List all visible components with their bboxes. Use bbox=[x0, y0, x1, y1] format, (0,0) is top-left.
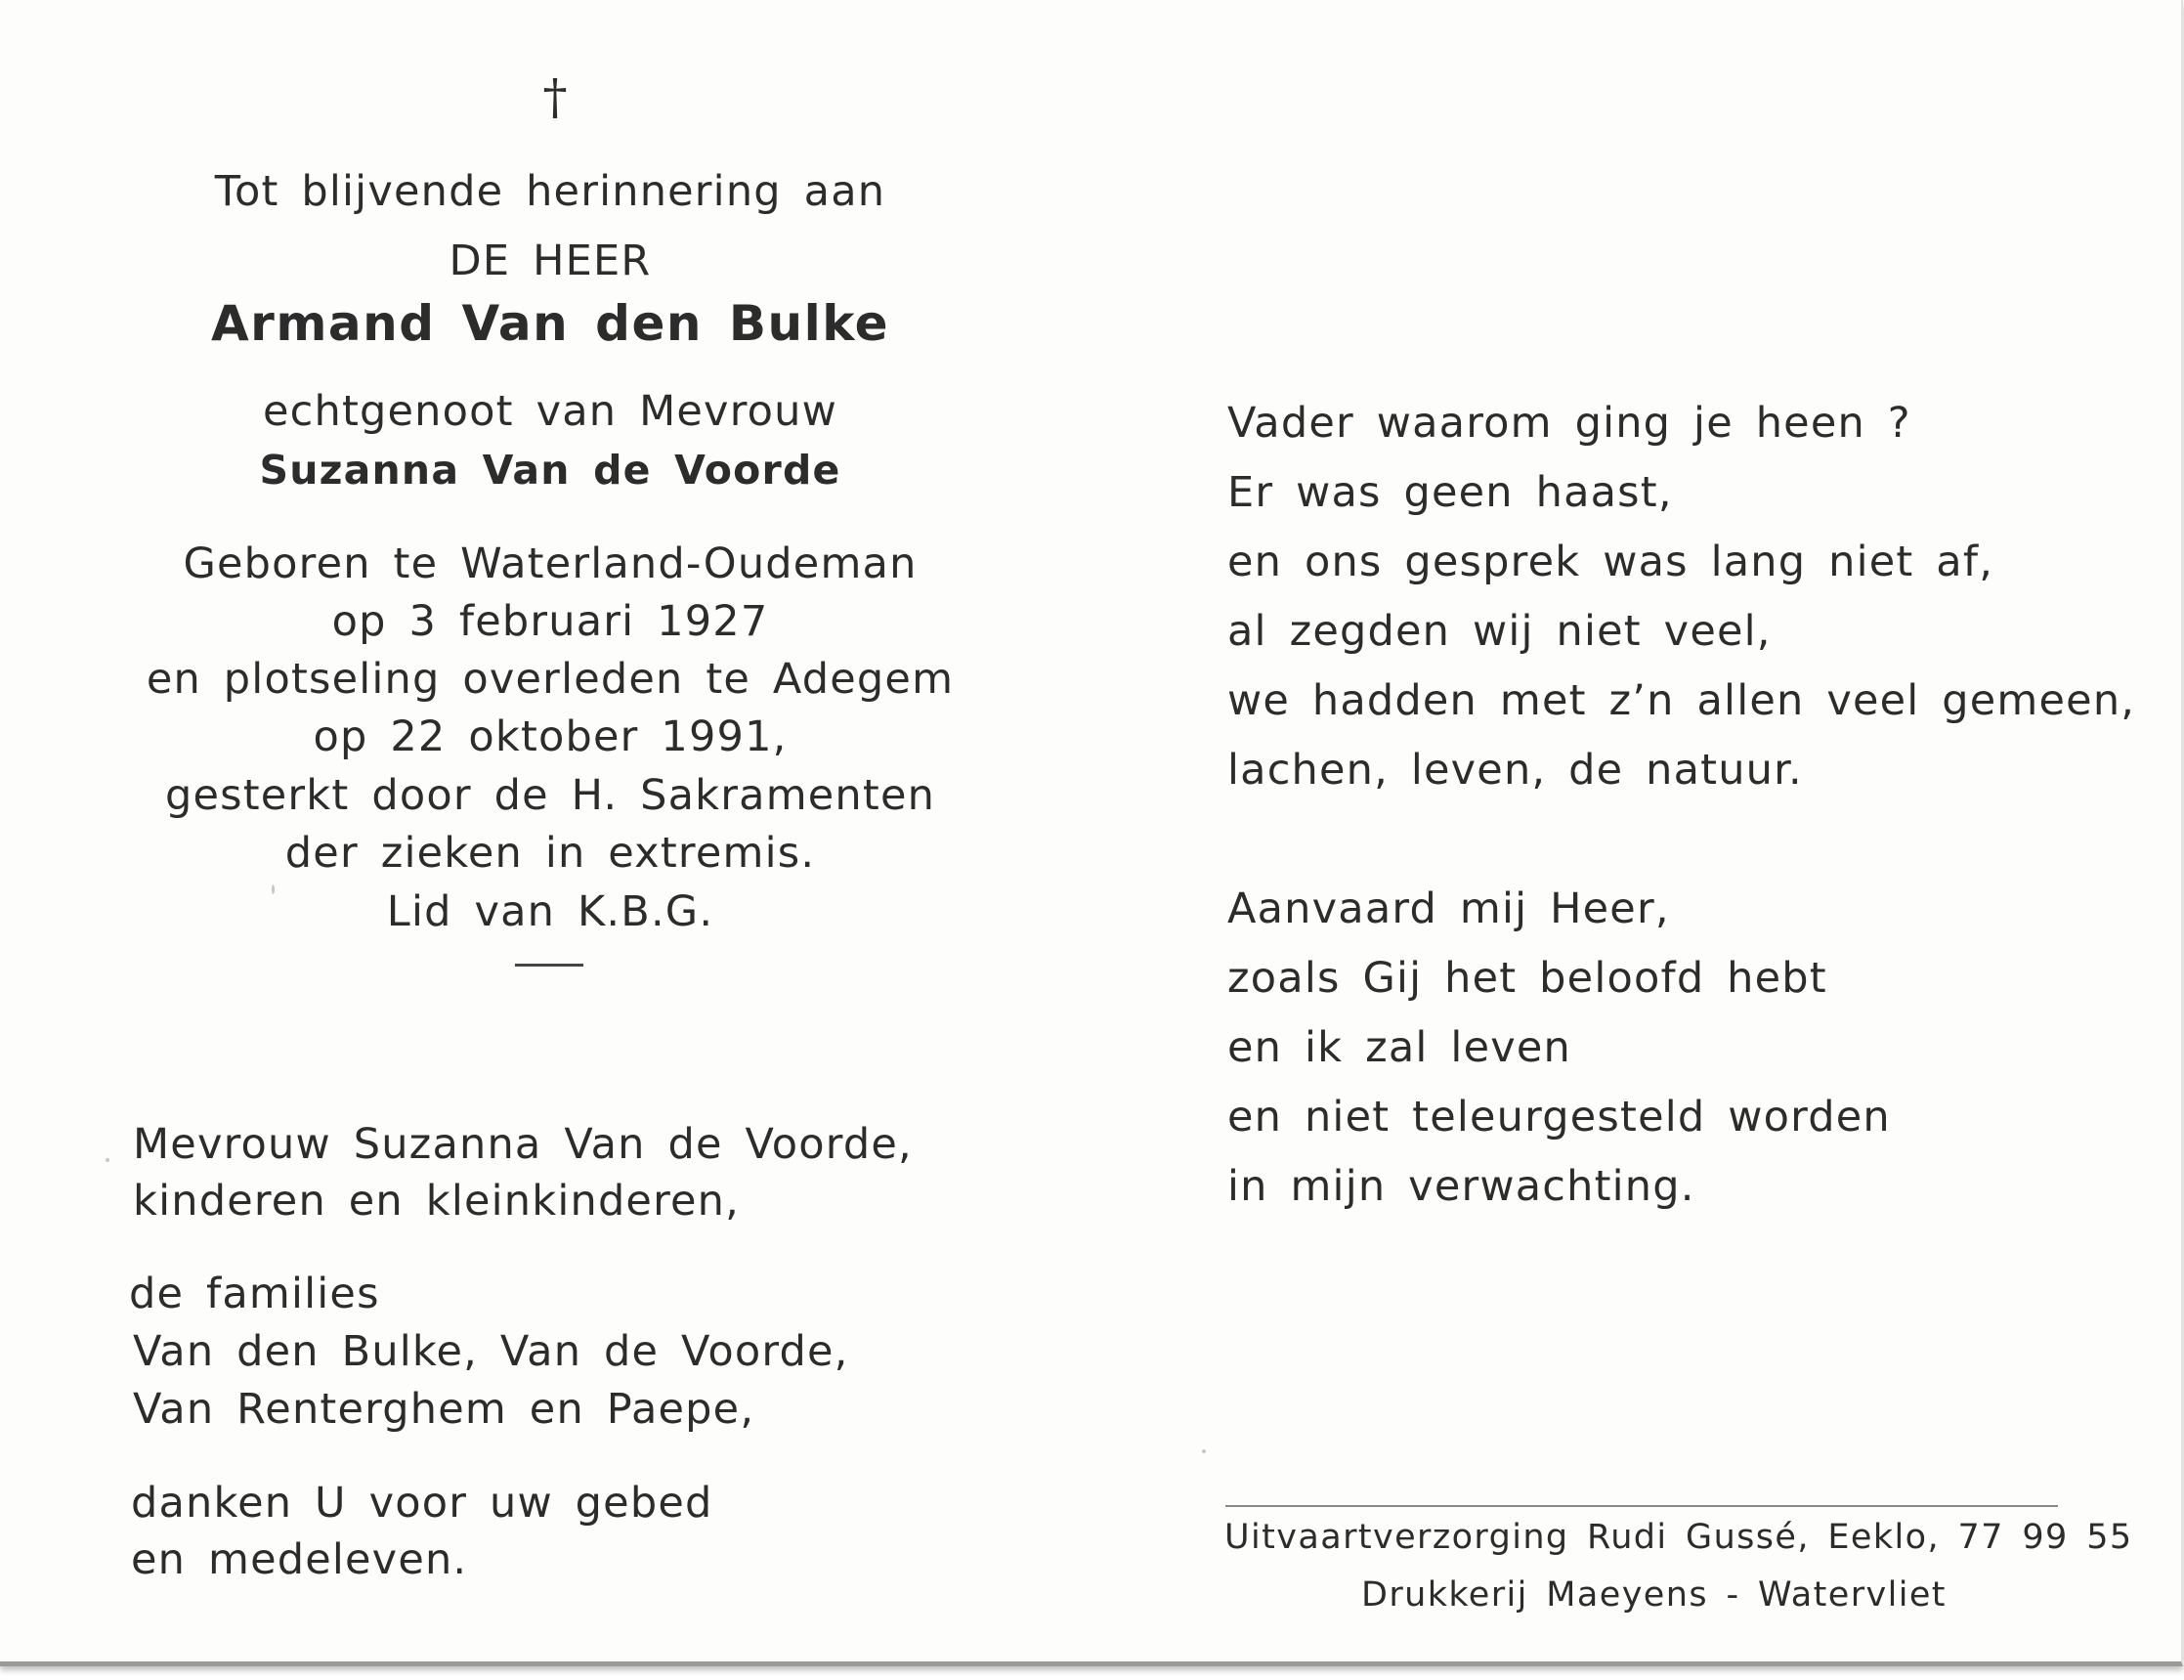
footer-rule bbox=[1225, 1505, 2058, 1507]
deceased-name: Armand Van den Bulke bbox=[210, 295, 890, 352]
bio-line: Lid van K.B.G. bbox=[386, 887, 714, 936]
poem-line: lachen, leven, de natuur. bbox=[1227, 746, 1803, 795]
poem-line: in mijn verwachting. bbox=[1227, 1162, 1695, 1211]
funeral-director: Uitvaartverzorging Rudi Gussé, Eeklo, 77 99 55 bbox=[1224, 1518, 2133, 1557]
intro-line: Tot blijvende herinnering aan bbox=[214, 167, 886, 216]
family-line: Mevrouw Suzanna Van de Voorde, bbox=[133, 1120, 913, 1169]
poem-line: we hadden met z’n allen veel gemeen, bbox=[1227, 676, 2136, 725]
poem-line: Aanvaard mij Heer, bbox=[1227, 884, 1670, 933]
poem-line: en niet teleurgesteld worden bbox=[1227, 1093, 1891, 1142]
printer: Drukkerij Maeyens - Watervliet bbox=[1361, 1575, 1947, 1615]
poem-line: al zegden wij niet veel, bbox=[1227, 607, 1772, 656]
family-line: Van Renterghem en Paepe, bbox=[133, 1385, 755, 1434]
poem-line: zoals Gij het beloofd hebt bbox=[1227, 954, 1827, 1003]
family-line: kinderen en kleinkinderen, bbox=[133, 1177, 741, 1226]
poem-line: en ik zal leven bbox=[1227, 1023, 1571, 1072]
bio-line: en plotseling overleden te Adegem bbox=[146, 655, 955, 704]
bio-line: op 3 februari 1927 bbox=[331, 597, 769, 646]
separator-dash bbox=[515, 964, 583, 967]
paper-speck bbox=[272, 884, 275, 894]
paper-speck bbox=[1202, 1449, 1206, 1453]
paper-speck bbox=[106, 1158, 109, 1162]
spouse-intro: echtgenoot van Mevrouw bbox=[263, 387, 837, 436]
poem-line: Er was geen haast, bbox=[1227, 468, 1673, 517]
honorific: DE HEER bbox=[449, 237, 652, 285]
poem-line: en ons gesprek was lang niet af, bbox=[1227, 538, 1994, 586]
cross-icon: † bbox=[542, 68, 568, 125]
family-line: de families bbox=[129, 1270, 380, 1318]
thanks-line: danken U voor uw gebed bbox=[131, 1479, 713, 1528]
poem-line: Vader waarom ging je heen ? bbox=[1227, 399, 1911, 448]
bio-line: der zieken in extremis. bbox=[284, 829, 816, 878]
family-line: Van den Bulke, Van de Voorde, bbox=[133, 1327, 849, 1376]
thanks-line: en medeleven. bbox=[131, 1535, 468, 1584]
bio-line: gesterkt door de H. Sakramenten bbox=[164, 771, 936, 820]
spouse-name: Suzanna Van de Voorde bbox=[259, 447, 841, 494]
bio-line: Geboren te Waterland-Oudeman bbox=[183, 539, 918, 588]
bio-line: op 22 oktober 1991, bbox=[313, 712, 788, 761]
